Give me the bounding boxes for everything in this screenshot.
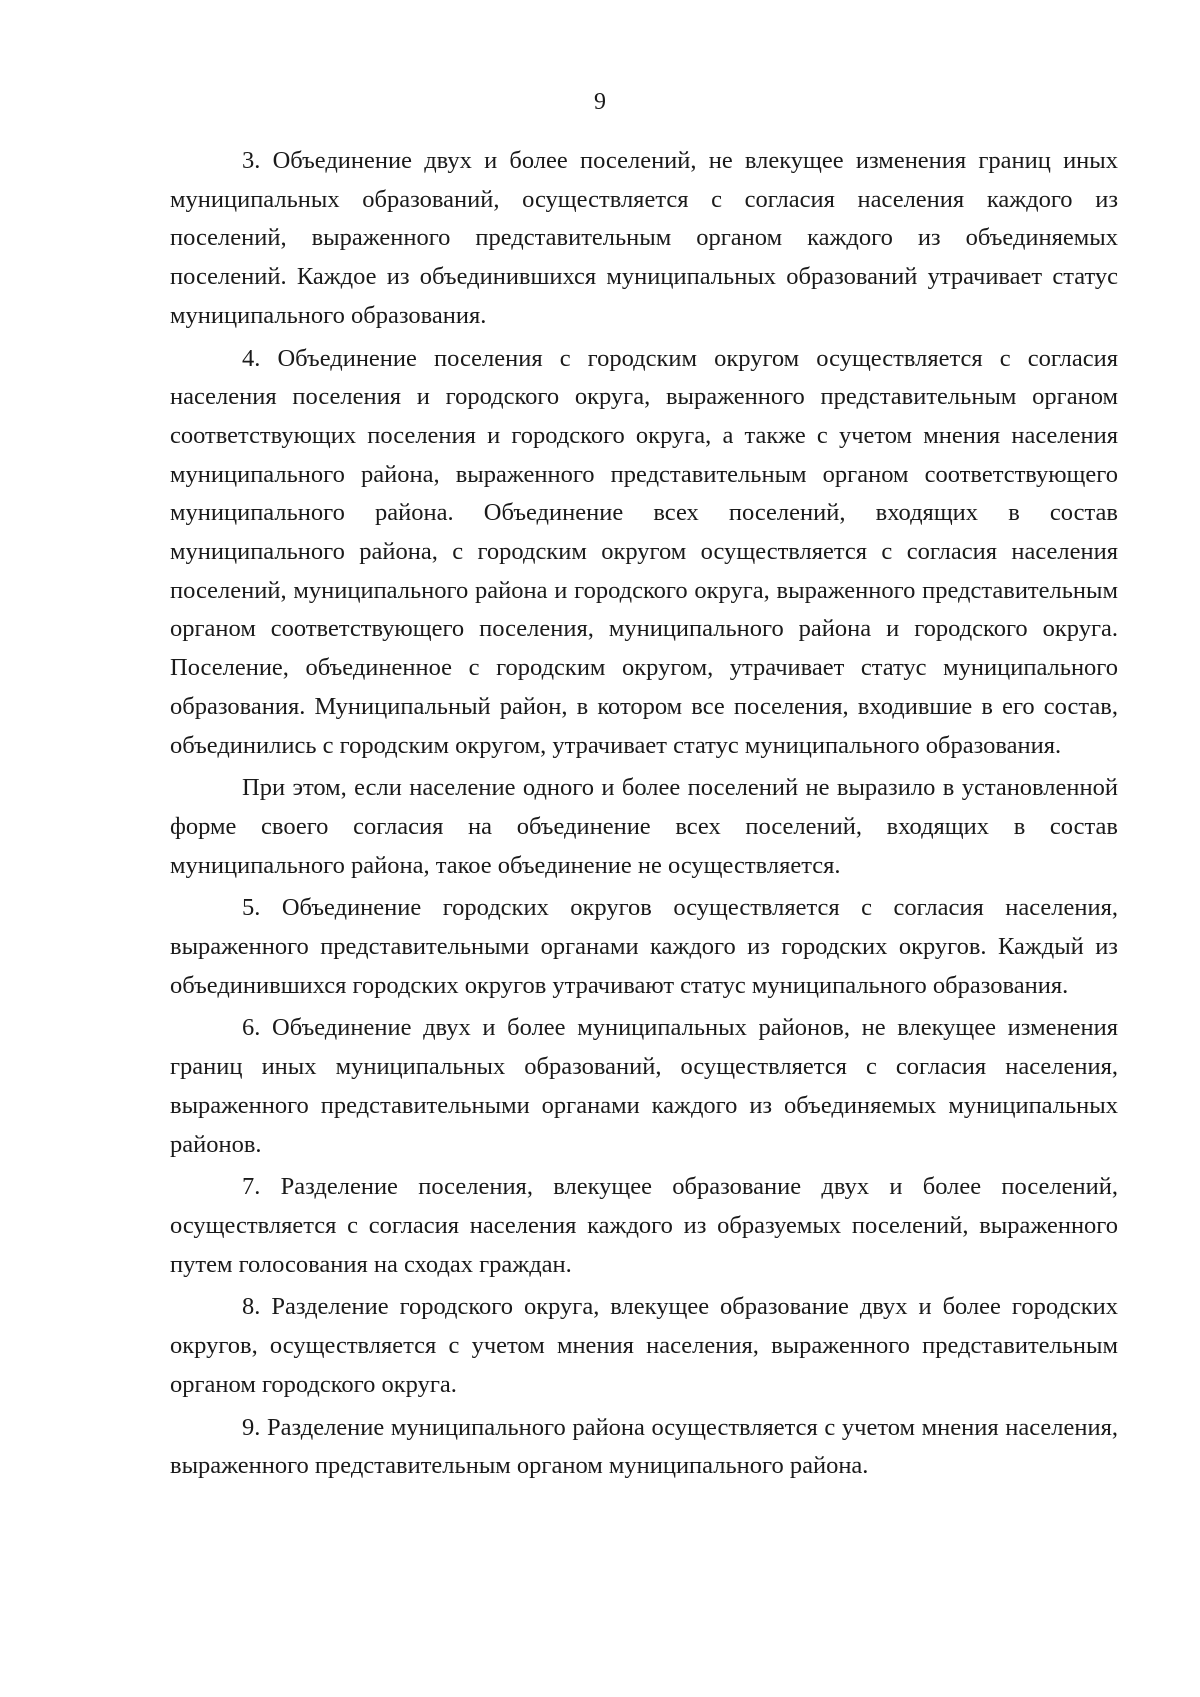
paragraph-3: 3. Объединение двух и более поселений, не влекущее изменения границ иных муниципальных образований, осуществляется с согласия населения каждого из поселений, выраженного представительным органом каждого из объединяемых поселений. Каждое из объединившихся муниципальных образований утрачивает статус муниципального образования. (170, 147, 1118, 329)
page-number: 9 (594, 89, 606, 115)
paragraph-5: 5. Объединение городских округов осуществляется с согласия населения, выраженного представительными органами каждого из городских округов. Каждый из объединившихся городских округов утрачивают статус муниципального образования. (170, 894, 1118, 999)
paragraph-4-continuation: При этом, если население одного и более поселений не выразило в установленной форме своего согласия на объединение всех поселений, входящих в состав муниципального района, такое объединение не осуществляется. (170, 774, 1118, 879)
document-body (170, 142, 1118, 1490)
paragraph-7: 7. Разделение поселения, влекущее образование двух и более поселений, осуществляется с согласия населения каждого из образуемых поселений, выраженного путем голосования на сходах граждан. (170, 1173, 1118, 1278)
paragraph-8: 8. Разделение городского округа, влекущее образование двух и более городских округов, осуществляется с учетом мнения населения, выраженного представительным органом городского округа. (170, 1293, 1118, 1398)
paragraph-6: 6. Объединение двух и более муниципальных районов, не влекущее изменения границ иных муниципальных образований, осуществляется с согласия населения, выраженного представительными органами каждого из объединяемых муниципальных районов. (170, 1014, 1118, 1158)
paragraph-4: 4. Объединение поселения с городским округом осуществляется с согласия населения поселения и городского округа, выраженного представительным органом соответствующих поселения и городского округа, а также с учетом мнения населения муниципального района, выраженного представительным органом соответствующего муниципального района. Объединение всех поселений, входящих в состав муниципального района, с городским округом осуществляется с согласия населения поселений, муниципального района и городского округа, выраженного представительным органом соответствующего поселения, муниципального района и городского округа. Поселение, объединенное с городским округом, утрачивает статус муниципального образования. Муниципальный район, в котором все поселения, входившие в его состав, объединились с городским округом, утрачивает статус муниципального образования. (170, 344, 1118, 759)
paragraph-9: 9. Разделение муниципального района осуществляется с учетом мнения населения, выраженного представительным органом муниципального района. (170, 1413, 1118, 1480)
